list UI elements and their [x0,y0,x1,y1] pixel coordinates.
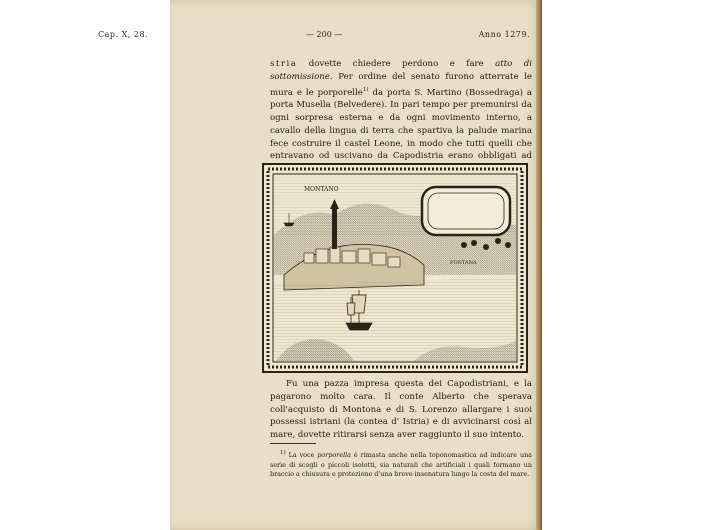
chapter-reference: Cap. X, 28. [98,30,149,39]
text-segment: da porta S. Martino (Bossedraga) a porta Musella (Belvedere). In pari tempo per premunirsi da ogni sorpresa esterna e da ogni movimento interno, a cavallo della lingua di terra che spartiva la palude marina fece costruire il castel Leone, in modo che tutti quelli che entravano od uscivano da Capodistria erano obbligati ad [270,87,532,162]
engraving-illustration [264,165,526,371]
text-segment: La voce [285,451,318,460]
footnote [270,449,532,480]
footnote-rule [270,443,316,444]
italic-term: porporella [317,451,351,460]
running-header [98,30,530,42]
italic-phrase: atto di sottomissione. [270,59,533,82]
page-edge [536,0,542,530]
paragraph-one [270,58,532,176]
cartouche [422,187,510,235]
footnote-reference[interactable]: 1) [362,86,369,93]
label-town: MONTANO [304,186,339,193]
label-fountain: FONTANA [450,260,477,266]
text-segment: è rimasta anche nella toponomastica ad indicare una serie di scogli o piccoli isolotti, sia naturali che artificiali i quali formano un braccio a chiusura e protezione d'una breve insenatura lungo la costa del mare. [270,451,532,479]
footnote-text [270,449,532,480]
footnote-marker: 1) [280,450,286,456]
lead-word: stria [270,59,298,69]
paragraph-one-text [270,58,532,176]
bell-tower [332,209,337,249]
text-segment: Per ordine del senato furono atterrate le mura e le porporelle [270,71,532,98]
page-number: — 200 — [306,30,343,39]
year-reference: Anno 1279. [478,30,530,39]
paragraph-two-text: Fu una pazza impresa questa dei Capodistriani, e la pagarono molto cara. Il conte Alberto che sperava coll'acquisto di Montona e di S. Lorenzo allargare i suoi possessi istriani (la contea d' Istria) e di avvicinarsi così al mare, dovette ritirarsi senza aver raggiunto il suo intento. [270,379,532,441]
engraving-figure [262,163,528,373]
text-segment: dovette chiedere perdono e fare [297,59,496,69]
paragraph-two [270,378,532,442]
